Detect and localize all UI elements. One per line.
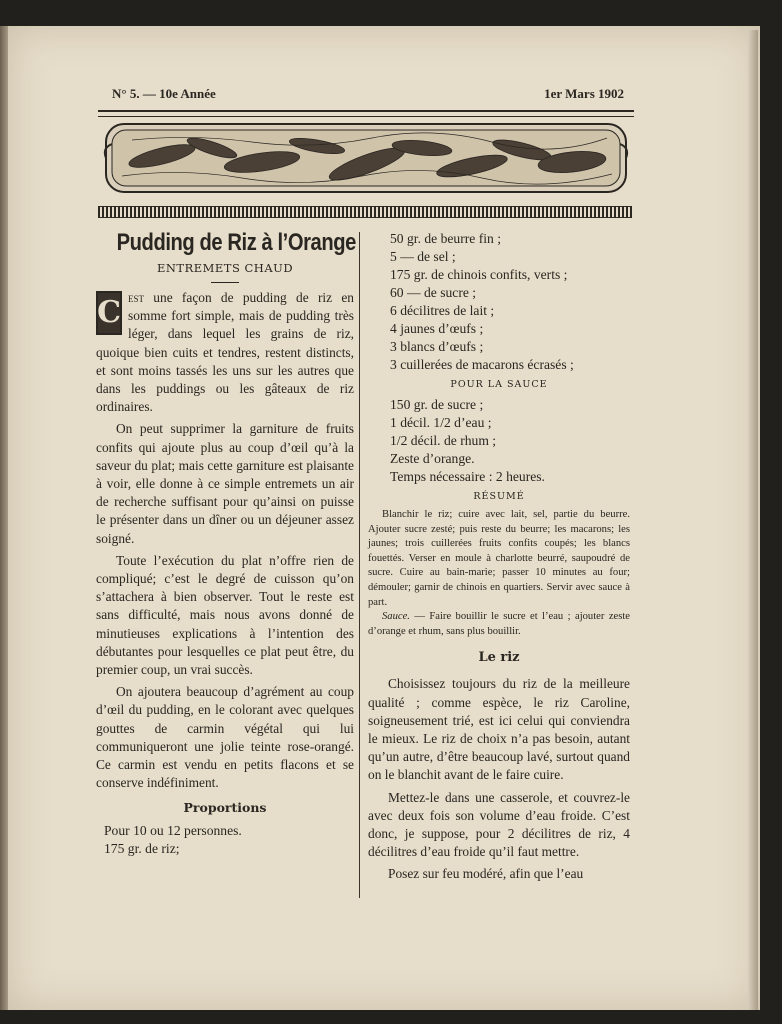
paragraph: Posez sur feu modéré, afin que l’eau	[388, 866, 584, 882]
ingredient-item: 4 jaunes d’œufs ;	[390, 321, 484, 336]
ornamental-rule	[98, 206, 632, 218]
title-rule	[211, 282, 239, 283]
resume-heading: RÉSUMÉ	[473, 491, 525, 502]
ingredient-item: 60 — de sucre ;	[390, 285, 477, 300]
issue-number: N° 5. — 10e Année	[112, 86, 216, 101]
paragraph: On peut supprimer la garniture de fruits confits qui ajoute plus au coup d’œil qu’à la saveur du plat; mais cette garniture est plaisante à voir, elle donne à ce simple entremets un air de recherche suffisant pour qu’ainsi on puisse le présenter dans un dîner ou un déjeuner assez soigné.	[96, 421, 354, 546]
article-title: Pudding de Riz à l’Orange	[116, 229, 356, 256]
intro-text: une façon de pudding de riz en somme fort simple, mais de pudding très léger, dans lequel les grains de riz, quoique bien cuits et tendres, restent distincts, et sont moins tassés les uns sur les autres que dans les puddings ou les gâteaux de riz ordinaires.	[96, 290, 354, 415]
sauce-list	[390, 396, 630, 486]
sauce-item: 1/2 décil. de rhum ;	[390, 433, 497, 448]
paragraph: Mettez-le dans une casserole, et couvrez-le avec deux fois son volume d’eau froide. C’est donc, je suppose, pour 2 décilitres de riz, 4 décilitres d’eau froide qu’il faut mettre.	[368, 789, 630, 860]
drop-cap: C	[96, 291, 122, 335]
ingredient-item: 3 cuillerées de macarons écrasés ;	[390, 357, 574, 372]
right-column	[368, 230, 630, 884]
paragraph: Choisissez toujours du riz de la meilleure qualité ; comme espèce, le riz Caroline, soigneusement trié, est ici celui qui conviendra le mieux. Le riz de choix n’a pas besoin, autant qu’un autre, d’être beaucoup lavé, surtout quand on le blanchit avant de le faire cuire.	[368, 676, 630, 783]
intro-small-caps: est	[128, 290, 145, 305]
ingredient-item: 6 décilitres de lait ;	[390, 303, 495, 318]
resume-sauce	[368, 610, 630, 639]
proportion-item: 175 gr. de riz;	[104, 841, 180, 857]
resume-sauce-text: — Faire bouillir le sucre et l’eau ; ajouter zeste d’orange et rhum, sans plus bouillir.	[368, 611, 630, 637]
column-divider	[359, 232, 360, 898]
sauce-item: Zeste d’orange.	[390, 451, 475, 466]
le-riz-heading: Le riz	[478, 650, 520, 666]
ingredient-item: 175 gr. de chinois confits, verts ;	[390, 267, 568, 282]
issue-date: 1er Mars 1902	[544, 86, 624, 101]
page-edge	[748, 30, 758, 1010]
sauce-item: 1 décil. 1/2 d’eau ;	[390, 415, 492, 430]
proportions-heading: Proportions	[183, 800, 267, 816]
sauce-heading: POUR LA SAUCE	[450, 379, 548, 390]
resume-sauce-label: Sauce.	[382, 611, 410, 623]
fish-banner-illustration	[102, 118, 630, 198]
sauce-item: Temps nécessaire : 2 heures.	[390, 469, 545, 484]
ingredient-list	[390, 230, 630, 374]
paragraph: Toute l’exécution du plat n’offre rien de compliqué; c’est le degré de cuisson qu’on s’attachera à bien observer. Tout le reste est sans difficulté, mais nous avons donné de minutieuses explications à l’intention des débutantes pour lesquelles ce plat peut être, du premier coup, un vrai succès.	[96, 552, 354, 678]
resume-text: Blanchir le riz; cuire avec lait, sel, partie du beurre. Ajouter sucre zesté; puis reste du beurre; les macarons; les jaunes; trois cuillerées fruits confits coupés; les blancs fouettés. Verser en moule à charlotte beurré, saupoudré de sucre. Cuire au bain-marie; passer 10 minutes au four; démouler; garnir de chinois en quartiers. Servir avec sauce à part.	[368, 509, 630, 608]
ingredient-item: 3 blancs d’œufs ;	[390, 339, 484, 354]
article-subtitle: ENTREMETS CHAUD	[156, 261, 294, 275]
ingredient-item: 5 — de sel ;	[390, 249, 456, 264]
intro-paragraph	[96, 289, 354, 416]
header-rule	[98, 110, 634, 117]
sauce-item: 150 gr. de sucre ;	[390, 397, 484, 412]
proportion-item: Pour 10 ou 12 personnes.	[104, 823, 242, 839]
ingredient-item: 50 gr. de beurre fin ;	[390, 231, 501, 246]
left-column	[96, 226, 354, 858]
paragraph: On ajoutera beaucoup d’agrément au coup d’œil du pudding, en le colorant avec quelques gouttes de carmin végétal qui lui communiqueront une jolie teinte rose-orangé. Ce carmin est vendu en petits flacons et se conserve indéfiniment.	[96, 684, 354, 791]
